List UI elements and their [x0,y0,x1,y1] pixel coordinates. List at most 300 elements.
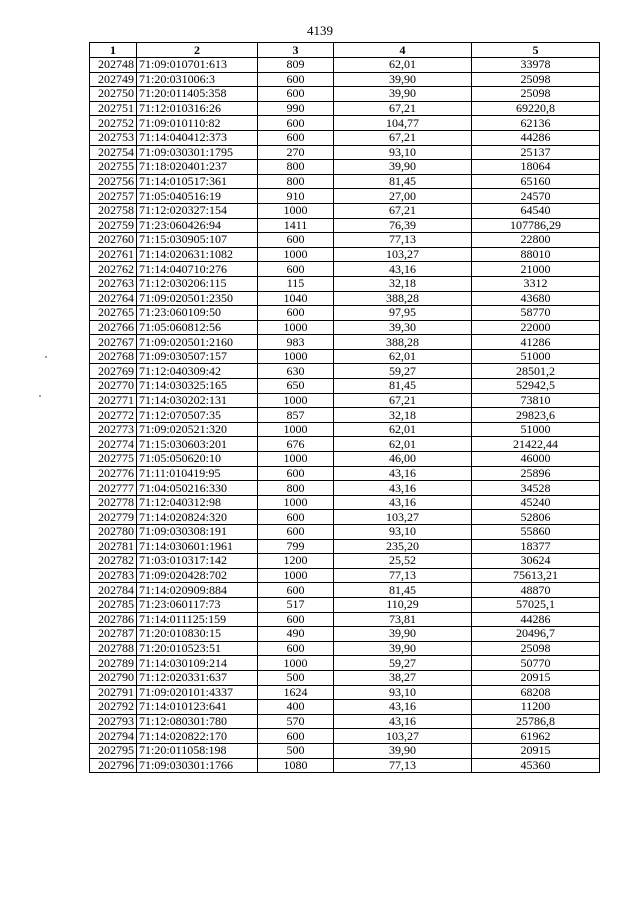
table-cell: 18377 [472,539,600,554]
table-cell: 71:12:020331:637 [137,670,258,685]
table-cell: 71:15:030905:107 [137,233,258,248]
table-cell: 51000 [472,349,600,364]
table-row [90,583,600,598]
table-row [90,393,600,408]
table-cell: 600 [258,641,334,656]
table-row [90,364,600,379]
table-cell: 58770 [472,306,600,321]
table-cell: 202754 [90,145,137,160]
table-cell: 50770 [472,656,600,671]
table-body [90,58,600,773]
table-row [90,627,600,642]
table-cell: 77,13 [334,758,472,773]
table-cell: 41286 [472,335,600,350]
table-cell: 25896 [472,466,600,481]
table-cell: 43,16 [334,466,472,481]
table-cell: 202770 [90,379,137,394]
table-cell: 39,90 [334,87,472,102]
table-cell: 202764 [90,291,137,306]
table-cell: 107786,29 [472,218,600,233]
table-cell: 388,28 [334,291,472,306]
table-cell: 71:20:031006:3 [137,72,258,87]
table-cell: 1000 [258,393,334,408]
table-cell: 71:14:020822:170 [137,729,258,744]
table-cell: 71:14:010517:361 [137,174,258,189]
table-cell: 39,90 [334,743,472,758]
table-cell: 202795 [90,743,137,758]
page-number: 4139 [307,23,333,38]
table-cell: 71:14:020909:884 [137,583,258,598]
table-cell: 62,01 [334,58,472,73]
table-cell: 93,10 [334,145,472,160]
table-cell: 400 [258,700,334,715]
column-header: 3 [258,43,334,58]
table-cell: 25786,8 [472,714,600,729]
table-cell: 25,52 [334,554,472,569]
table-cell: 44286 [472,612,600,627]
table-cell: 20915 [472,670,600,685]
table-cell: 1200 [258,554,334,569]
table-cell: 71:14:030601:1961 [137,539,258,554]
table-cell: 600 [258,466,334,481]
table-cell: 202786 [90,612,137,627]
table-cell: 30624 [472,554,600,569]
table-cell: 59,27 [334,364,472,379]
column-header: 5 [472,43,600,58]
table-cell: 202774 [90,437,137,452]
table-cell: 97,95 [334,306,472,321]
table-cell: 600 [258,612,334,627]
table-cell: 28501,2 [472,364,600,379]
table-cell: 71:23:060109:50 [137,306,258,321]
table-cell: 388,28 [334,335,472,350]
table-cell: 44286 [472,130,600,145]
table-cell: 600 [258,87,334,102]
table-cell: 202780 [90,525,137,540]
table-cell: 990 [258,101,334,116]
table-cell: 25098 [472,87,600,102]
cadastral-value-table [89,42,600,773]
table-row [90,495,600,510]
table-cell: 202796 [90,758,137,773]
table-cell: 500 [258,670,334,685]
table-cell: 71:14:011125:159 [137,612,258,627]
table-cell: 202778 [90,495,137,510]
table-cell: 27,00 [334,189,472,204]
table-cell: 1000 [258,349,334,364]
table-cell: 43,16 [334,495,472,510]
table-cell: 67,21 [334,101,472,116]
table-cell: 202782 [90,554,137,569]
table-cell: 39,90 [334,160,472,175]
table-cell: 71:14:040412:373 [137,130,258,145]
table-cell: 64540 [472,203,600,218]
table-cell: 33978 [472,58,600,73]
table-cell: 22800 [472,233,600,248]
table-cell: 29823,6 [472,408,600,423]
table-row [90,262,600,277]
table-cell: 71:15:030603:201 [137,437,258,452]
table-cell: 71:23:060426:94 [137,218,258,233]
table-cell: 1040 [258,291,334,306]
table-cell: 110,29 [334,597,472,612]
table-cell: 39,30 [334,320,472,335]
table-cell: 71:12:040309:42 [137,364,258,379]
table-cell: 202788 [90,641,137,656]
table-cell: 71:12:020327:154 [137,203,258,218]
table-cell: 81,45 [334,583,472,598]
table-cell: 71:14:040710:276 [137,262,258,277]
table-cell: 202755 [90,160,137,175]
table-cell: 910 [258,189,334,204]
table-cell: 11200 [472,700,600,715]
table-row [90,758,600,773]
table-cell: 71:18:020401:237 [137,160,258,175]
table-cell: 67,21 [334,203,472,218]
table-cell: 73,81 [334,612,472,627]
table-row [90,145,600,160]
table-cell: 45240 [472,495,600,510]
table-row [90,306,600,321]
table-cell: 71:14:030202:131 [137,393,258,408]
table-cell: 235,20 [334,539,472,554]
table-cell: 1000 [258,320,334,335]
table-cell: 202765 [90,306,137,321]
table-cell: 202775 [90,452,137,467]
table-row [90,539,600,554]
table-cell: 202766 [90,320,137,335]
table-cell: 809 [258,58,334,73]
table-cell: 202767 [90,335,137,350]
table-cell: 43,16 [334,700,472,715]
table-row [90,349,600,364]
table-cell: 46,00 [334,452,472,467]
table-cell: 67,21 [334,393,472,408]
table-cell: 600 [258,233,334,248]
table-row [90,408,600,423]
table-cell: 22000 [472,320,600,335]
table-cell: 202749 [90,72,137,87]
table-cell: 1000 [258,656,334,671]
table-cell: 800 [258,481,334,496]
scan-speck [45,356,47,358]
table-cell: 21000 [472,262,600,277]
table-cell: 46000 [472,452,600,467]
table-cell: 71:14:020631:1082 [137,247,258,262]
table-cell: 88010 [472,247,600,262]
table-cell: 202760 [90,233,137,248]
table-cell: 202777 [90,481,137,496]
table-cell: 202752 [90,116,137,131]
table-row [90,379,600,394]
table-cell: 71:09:020428:702 [137,568,258,583]
table-cell: 517 [258,597,334,612]
table-cell: 103,27 [334,247,472,262]
table-cell: 600 [258,583,334,598]
table-cell: 1000 [258,422,334,437]
table-row [90,729,600,744]
table-cell: 39,90 [334,72,472,87]
table-cell: 68208 [472,685,600,700]
table-cell: 45360 [472,758,600,773]
table-cell: 630 [258,364,334,379]
table-row [90,160,600,175]
table-cell: 202785 [90,597,137,612]
table-cell: 202779 [90,510,137,525]
table-cell: 71:09:010701:613 [137,58,258,73]
table-row [90,452,600,467]
table-cell: 76,39 [334,218,472,233]
table-row [90,656,600,671]
table-cell: 20496,7 [472,627,600,642]
table-row [90,554,600,569]
table-cell: 81,45 [334,379,472,394]
table-cell: 570 [258,714,334,729]
table-cell: 48870 [472,583,600,598]
table-cell: 600 [258,306,334,321]
table-cell: 202784 [90,583,137,598]
table-cell: 202758 [90,203,137,218]
table-row [90,641,600,656]
table-cell: 983 [258,335,334,350]
table-cell: 75613,21 [472,568,600,583]
table-cell: 202772 [90,408,137,423]
table-header-row [90,43,600,58]
table-cell: 202751 [90,101,137,116]
table-cell: 650 [258,379,334,394]
table-row [90,743,600,758]
table-cell: 59,27 [334,656,472,671]
table-cell: 71:12:010316:26 [137,101,258,116]
table-cell: 1000 [258,568,334,583]
table-cell: 25137 [472,145,600,160]
table-cell: 202776 [90,466,137,481]
table-cell: 57025,1 [472,597,600,612]
table-cell: 71:14:010123:641 [137,700,258,715]
table-cell: 71:09:020101:4337 [137,685,258,700]
table-row [90,466,600,481]
table-cell: 202762 [90,262,137,277]
table-cell: 71:03:010317:142 [137,554,258,569]
table-row [90,320,600,335]
table-row [90,422,600,437]
table-cell: 202748 [90,58,137,73]
table-cell: 69220,8 [472,101,600,116]
table-row [90,670,600,685]
table-row [90,685,600,700]
table-cell: 24570 [472,189,600,204]
table-cell: 71:12:080301:780 [137,714,258,729]
table-row [90,276,600,291]
column-header: 4 [334,43,472,58]
table-row [90,233,600,248]
table-cell: 600 [258,729,334,744]
column-header: 1 [90,43,137,58]
table-cell: 67,21 [334,130,472,145]
table-cell: 202756 [90,174,137,189]
table-row [90,130,600,145]
table-cell: 71:20:010830:15 [137,627,258,642]
table-cell: 62136 [472,116,600,131]
table-cell: 600 [258,525,334,540]
table-cell: 43,16 [334,262,472,277]
table-cell: 202768 [90,349,137,364]
table-cell: 21422,44 [472,437,600,452]
table-cell: 71:09:030308:191 [137,525,258,540]
table-row [90,525,600,540]
table-cell: 39,90 [334,627,472,642]
table-cell: 71:14:030109:214 [137,656,258,671]
table-cell: 71:09:020521:320 [137,422,258,437]
table-cell: 71:09:030507:157 [137,349,258,364]
table-row [90,87,600,102]
table-cell: 71:12:030206:115 [137,276,258,291]
table-cell: 18064 [472,160,600,175]
table-cell: 71:09:010110:82 [137,116,258,131]
table-cell: 676 [258,437,334,452]
column-header: 2 [137,43,258,58]
table-cell: 71:20:010523:51 [137,641,258,656]
table-cell: 202794 [90,729,137,744]
table-cell: 202771 [90,393,137,408]
table-row [90,481,600,496]
table-cell: 73810 [472,393,600,408]
table-cell: 103,27 [334,510,472,525]
table-row [90,218,600,233]
table-cell: 600 [258,262,334,277]
table-row [90,247,600,262]
table-cell: 71:04:050216:330 [137,481,258,496]
table-cell: 62,01 [334,422,472,437]
table-cell: 71:12:070507:35 [137,408,258,423]
table-cell: 71:12:040312:98 [137,495,258,510]
table-cell: 490 [258,627,334,642]
table-cell: 202757 [90,189,137,204]
table-cell: 600 [258,72,334,87]
table-cell: 799 [258,539,334,554]
table-cell: 62,01 [334,437,472,452]
table-cell: 51000 [472,422,600,437]
table-cell: 202761 [90,247,137,262]
table-cell: 81,45 [334,174,472,189]
table-cell: 1624 [258,685,334,700]
table-cell: 202789 [90,656,137,671]
table-cell: 3312 [472,276,600,291]
table-row [90,568,600,583]
table-cell: 20915 [472,743,600,758]
table-cell: 93,10 [334,525,472,540]
table-cell: 500 [258,743,334,758]
table-cell: 202791 [90,685,137,700]
table-cell: 600 [258,510,334,525]
table-row [90,335,600,350]
table-row [90,101,600,116]
table-row [90,700,600,715]
table-row [90,291,600,306]
table-cell: 1000 [258,247,334,262]
table-cell: 800 [258,174,334,189]
table-row [90,203,600,218]
table-row [90,174,600,189]
table-cell: 202769 [90,364,137,379]
table-cell: 71:09:020501:2160 [137,335,258,350]
table-cell: 202759 [90,218,137,233]
table-cell: 38,27 [334,670,472,685]
table-cell: 71:14:030325:165 [137,379,258,394]
table-cell: 600 [258,116,334,131]
table-cell: 71:09:030301:1795 [137,145,258,160]
table-cell: 1000 [258,452,334,467]
table-cell: 202783 [90,568,137,583]
table-cell: 1000 [258,495,334,510]
table-cell: 71:23:060117:73 [137,597,258,612]
table-row [90,612,600,627]
table-cell: 52942,5 [472,379,600,394]
table-cell: 32,18 [334,408,472,423]
table-row [90,72,600,87]
table-cell: 270 [258,145,334,160]
table-cell: 55860 [472,525,600,540]
table-cell: 43,16 [334,714,472,729]
table-cell: 202793 [90,714,137,729]
table-cell: 93,10 [334,685,472,700]
table-cell: 71:14:020824:320 [137,510,258,525]
table-cell: 202750 [90,87,137,102]
table-cell: 71:09:020501:2350 [137,291,258,306]
table-cell: 202781 [90,539,137,554]
table-cell: 103,27 [334,729,472,744]
table-cell: 61962 [472,729,600,744]
table-cell: 104,77 [334,116,472,131]
table-cell: 34528 [472,481,600,496]
table-cell: 65160 [472,174,600,189]
table-cell: 857 [258,408,334,423]
table-cell: 71:20:011058:198 [137,743,258,758]
table-row [90,597,600,612]
table-row [90,437,600,452]
table-cell: 71:09:030301:1766 [137,758,258,773]
table-row [90,58,600,73]
table-cell: 202753 [90,130,137,145]
table-cell: 71:11:010419:95 [137,466,258,481]
table-row [90,116,600,131]
table-cell: 202773 [90,422,137,437]
table-cell: 202763 [90,276,137,291]
table-row [90,189,600,204]
table-cell: 43,16 [334,481,472,496]
table-cell: 62,01 [334,349,472,364]
table-cell: 1411 [258,218,334,233]
table-cell: 71:05:050620:10 [137,452,258,467]
table-cell: 71:05:060812:56 [137,320,258,335]
table-cell: 800 [258,160,334,175]
table-cell: 202787 [90,627,137,642]
table-row [90,714,600,729]
table-cell: 25098 [472,641,600,656]
table-cell: 1000 [258,203,334,218]
table-cell: 202790 [90,670,137,685]
table-cell: 25098 [472,72,600,87]
table-cell: 202792 [90,700,137,715]
table-cell: 52806 [472,510,600,525]
table-cell: 77,13 [334,233,472,248]
table-cell: 1080 [258,758,334,773]
table-cell: 115 [258,276,334,291]
table-cell: 600 [258,130,334,145]
table-cell: 77,13 [334,568,472,583]
scan-speck [39,395,41,397]
table-cell: 39,90 [334,641,472,656]
